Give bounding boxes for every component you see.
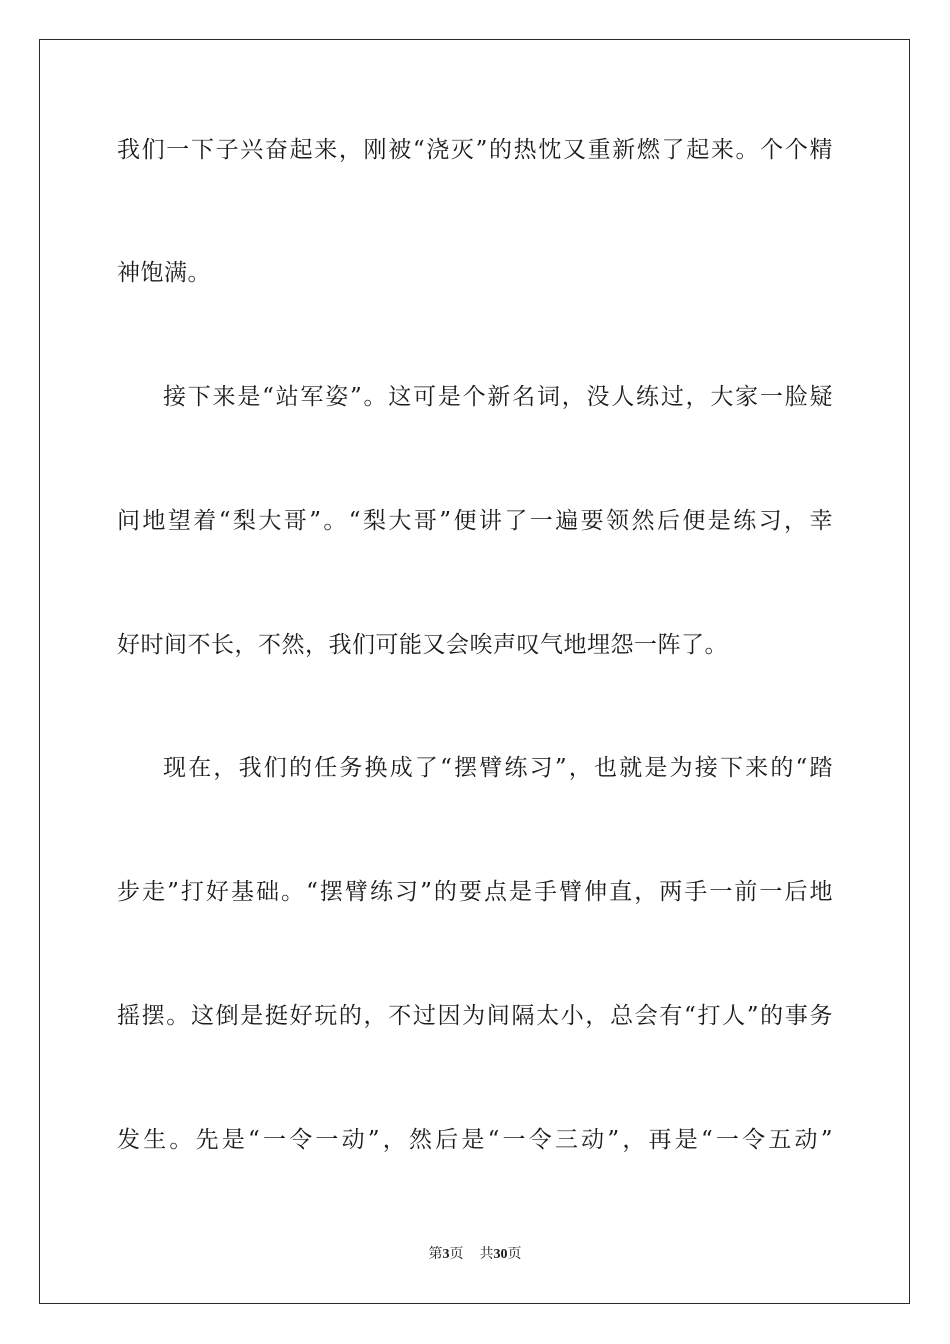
text-line: 发生。先是“一令一动”，然后是“一令三动”，再是“一令五动” <box>117 1127 833 1153</box>
current-page-number: 3 <box>442 1247 450 1262</box>
page-border <box>39 39 910 1304</box>
text-line: 我们一下子兴奋起来，刚被“浇灭”的热忱又重新燃了起来。个个精 <box>117 137 833 163</box>
footer-total-suffix: 页 <box>507 1246 522 1262</box>
footer-prefix: 第 <box>428 1246 443 1262</box>
text-line: 接下来是“站军姿”。这可是个新名词，没人练过，大家一脸疑 <box>163 384 833 410</box>
footer-total-prefix: 共 <box>479 1246 494 1262</box>
total-pages-number: 30 <box>493 1247 508 1262</box>
text-line: 现在，我们的任务换成了“摆臂练习”，也就是为接下来的“踏 <box>163 755 833 781</box>
text-line: 步走”打好基础。“摆臂练习”的要点是手臂伸直，两手一前一后地 <box>117 879 833 905</box>
text-line: 问地望着“梨大哥”。“梨大哥”便讲了一遍要领然后便是练习，幸 <box>117 508 833 534</box>
text-line: 神饱满。 <box>117 260 211 286</box>
text-line: 摇摆。这倒是挺好玩的，不过因为间隔太小，总会有“打人”的事务 <box>117 1003 833 1029</box>
text-line: 好时间不长，不然，我们可能又会唉声叹气地埋怨一阵了。 <box>117 632 728 658</box>
footer-page-suffix: 页 <box>449 1246 464 1262</box>
page-footer <box>0 1245 950 1264</box>
